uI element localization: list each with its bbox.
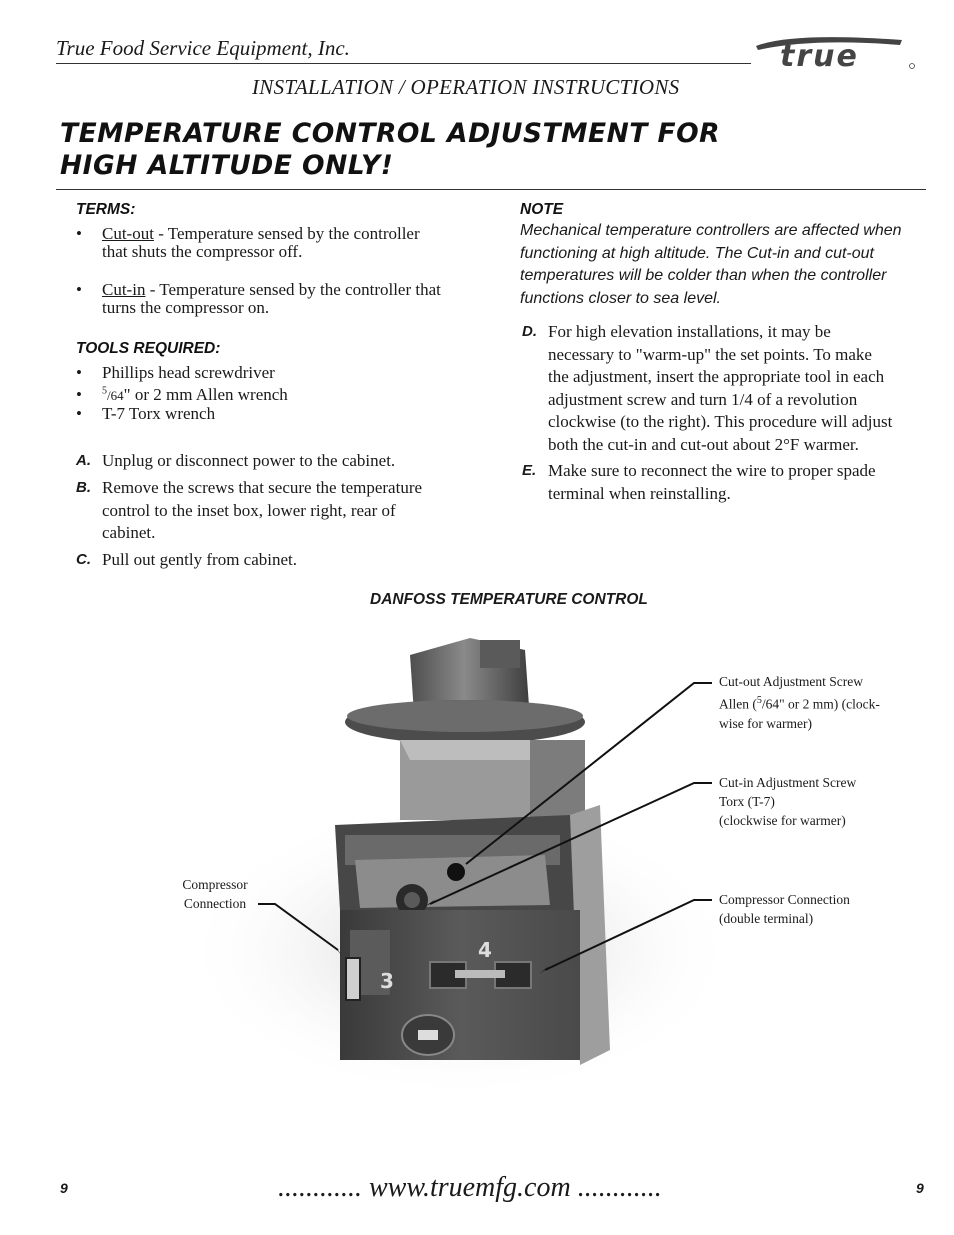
company-name: True Food Service Equipment, Inc.	[56, 36, 350, 60]
term-definition: - Temperature sensed by the controller	[153, 224, 420, 243]
step-letter: C.	[76, 551, 91, 568]
term-item-cut-out	[76, 225, 486, 261]
callout-compressor-left: Compressor Connection	[182, 877, 248, 911]
logo-wordmark: true	[780, 39, 859, 72]
callout-compressor-double: Compressor Connection (double terminal)	[719, 892, 850, 926]
term-name: Cut-out	[102, 224, 154, 243]
note-body: Mechanical temperature controllers are affected when functioning at high altitude. The Cut-in and cut-out temperatures will be colder than when the controller functions closer to sea level.	[520, 222, 902, 307]
step-letter: D.	[522, 323, 537, 340]
page-title	[60, 118, 920, 182]
terminal-label-3: 3	[380, 969, 394, 993]
header-rule	[56, 63, 751, 64]
term-definition: - Temperature sensed by the controller that	[145, 280, 441, 299]
step-e: E. Make sure to reconnect the wire to proper spade terminal when reinstalling.	[522, 461, 876, 503]
term-item-cut-in	[76, 281, 486, 317]
step-letter: B.	[76, 479, 91, 496]
step-c: C. Pull out gently from cabinet.	[76, 550, 297, 569]
list-item: • T-7 Torx wrench	[76, 403, 216, 423]
step-b: B. Remove the screws that secure the temperature control to the inset box, lower right, rear of cabinet.	[76, 478, 423, 542]
page-title-line-1: TEMPERATURE CONTROL ADJUSTMENT FOR	[60, 118, 721, 149]
step-d: D. For high elevation installations, it may be necessary to "warm-up" the set points. To make the adjustment, insert the appropriate tool in each adjustment screw and turn 1/4 of a revolution clockwise (to the right). This procedure will adjust both the cut-in and cut-out about 2°F warmer.	[522, 322, 893, 454]
callout-cut-out-screw: Cut-out Adjustment Screw Allen ($^5$/64" or 2 mm) (clock- wise for warmer)	[719, 674, 880, 731]
true-logo	[752, 26, 917, 72]
term-definition-cont: turns the compressor on.	[102, 298, 270, 317]
footer-website-link[interactable]: ............ www.truemfg.com ............	[278, 1172, 662, 1203]
document-subtitle: INSTALLATION / OPERATION INSTRUCTIONS	[252, 75, 680, 99]
page-number-left: 9	[60, 1180, 68, 1196]
term-name: Cut-in	[102, 280, 146, 299]
step-letter: A.	[76, 452, 91, 469]
tools-list	[76, 364, 476, 423]
bullet-icon: •	[76, 224, 82, 243]
terminal-label-4: 4	[478, 938, 492, 962]
title-rule	[56, 189, 926, 190]
tools-label: TOOLS REQUIRED:	[76, 340, 221, 357]
page-title-line-2: HIGH ALTITUDE ONLY!	[60, 150, 394, 181]
step-a: A. Unplug or disconnect power to the cabinet.	[76, 451, 396, 470]
list-item: • Phillips head screwdriver	[76, 363, 275, 382]
callout-cut-in-screw: Cut-in Adjustment Screw Torx (T-7) (clockwise for warmer)	[719, 775, 857, 828]
terms-label: TERMS:	[76, 201, 136, 218]
page-number-right: 9	[916, 1180, 924, 1196]
step-letter: E.	[522, 462, 537, 479]
figure-title: DANFOSS TEMPERATURE CONTROL	[370, 591, 648, 608]
list-item: • $^5$/64" or 2 mm Allen wrench	[76, 384, 288, 404]
bullet-icon: •	[76, 280, 82, 299]
note-label: NOTE	[520, 201, 564, 218]
term-definition-cont: that shuts the compressor off.	[102, 242, 303, 261]
